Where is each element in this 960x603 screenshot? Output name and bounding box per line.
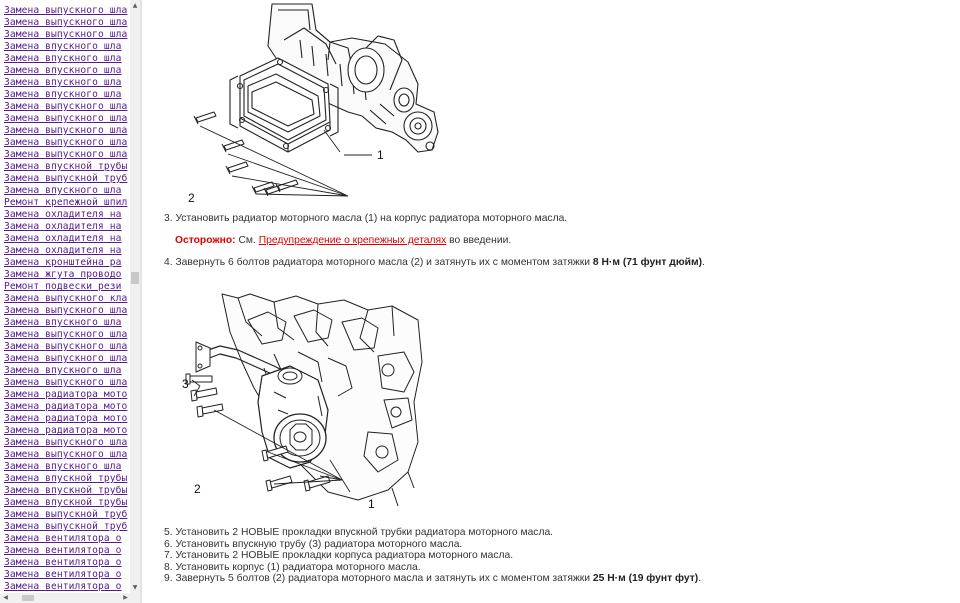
nav-link[interactable]: Замена кронштейна ра: [4, 257, 122, 268]
nav-link[interactable]: Замена радиатора мото: [4, 401, 128, 412]
nav-link[interactable]: Замена выпускного шла: [4, 329, 128, 340]
nav-link[interactable]: Замена впускного шла: [4, 461, 122, 472]
nav-link[interactable]: Замена охладителя на: [4, 245, 122, 256]
nav-link[interactable]: Замена выпускного шла: [4, 437, 128, 448]
nav-link[interactable]: Замена охладителя на: [4, 221, 122, 232]
oil-cooler-figure-2: [178, 292, 426, 510]
nav-link[interactable]: Ремонт подвески рези: [4, 281, 122, 292]
fastener-warning-link[interactable]: Предупреждение о крепежных деталях: [258, 235, 447, 246]
nav-link[interactable]: Замена выпускного шла: [4, 29, 128, 40]
nav-link[interactable]: Замена вентилятора о: [4, 533, 122, 544]
step-9: [164, 573, 701, 584]
nav-link[interactable]: Замена вентилятора о: [4, 569, 122, 580]
nav-link[interactable]: Замена вентилятора о: [4, 557, 122, 568]
nav-link[interactable]: Замена радиатора мото: [4, 413, 128, 424]
nav-link[interactable]: Замена выпускной труб: [4, 509, 128, 520]
nav-link[interactable]: Замена выпускного шла: [4, 449, 128, 460]
nav-link[interactable]: Замена выпускного шла: [4, 137, 128, 148]
step-9-torque: 25 Н·м (19 фунт фут): [592, 573, 699, 584]
step-6: 6. Установить впускную трубу (3) радиатора моторного масла.: [164, 539, 463, 550]
nav-link[interactable]: Замена выпускной труб: [4, 173, 128, 184]
nav-link[interactable]: Замена выпускной труб: [4, 521, 128, 532]
nav-link-list: [4, 5, 129, 593]
nav-link[interactable]: Замена впускной трубы: [4, 473, 128, 484]
figure2-callout-2: 2: [194, 482, 201, 496]
nav-link[interactable]: Замена впускного шла: [4, 89, 122, 100]
scroll-right-arrow-icon[interactable]: ▶: [123, 594, 128, 601]
nav-link[interactable]: Замена охладителя на: [4, 209, 122, 220]
nav-link[interactable]: Замена выпускного шла: [4, 17, 128, 28]
nav-link[interactable]: Замена радиатора мото: [4, 389, 128, 400]
nav-link[interactable]: Замена выпускного шла: [4, 353, 128, 364]
nav-horizontal-scrollbar[interactable]: [0, 593, 140, 603]
nav-link[interactable]: Замена выпускного шла: [4, 101, 128, 112]
scroll-left-arrow-icon[interactable]: ◀: [3, 594, 8, 601]
nav-link[interactable]: Замена выпускного шла: [4, 149, 128, 160]
step-7: 7. Установить 2 НОВЫЕ прокладки корпуса радиатора моторного масла.: [164, 550, 514, 561]
step-4-torque: 8 Н·м (71 фунт дюйм): [592, 257, 703, 268]
step-4: [164, 257, 705, 268]
navigation-frame: [0, 0, 140, 603]
nav-link[interactable]: Замена жгута проводо: [4, 269, 122, 280]
nav-link[interactable]: Замена впускного шла: [4, 65, 122, 76]
nav-link[interactable]: Замена впускной трубы: [4, 161, 128, 172]
nav-link[interactable]: Замена выпускного шла: [4, 305, 128, 316]
nav-link[interactable]: Ремонт крепежной шпил: [4, 197, 128, 208]
figure2-callout-3: 3: [182, 377, 189, 391]
horizontal-scroll-thumb[interactable]: [22, 595, 34, 601]
step-4-text: 4. Завернуть 6 болтов радиатора моторного масла (2) и затянуть их с моментом затяжки: [164, 257, 593, 268]
step-9-end: .: [698, 573, 702, 584]
step-3: 3. Установить радиатор моторного масла (1) на корпус радиатора моторного масла.: [164, 213, 568, 224]
nav-link[interactable]: Замена впускной трубы: [4, 497, 128, 508]
caution-tail-text: во введении.: [446, 235, 512, 246]
nav-vertical-scrollbar[interactable]: [130, 0, 140, 593]
nav-link[interactable]: Замена выпускного шла: [4, 341, 128, 352]
nav-link[interactable]: Замена вентилятора о: [4, 581, 122, 592]
caution-label: Осторожно:: [175, 235, 236, 246]
figure1-callout-2: 2: [188, 191, 195, 205]
caution-see-text: См.: [235, 235, 259, 246]
nav-link[interactable]: Замена впускной трубы: [4, 485, 128, 496]
main-content: [142, 0, 960, 603]
caution-note: [175, 235, 511, 246]
nav-link[interactable]: Замена радиатора мото: [4, 425, 128, 436]
nav-link[interactable]: Замена выпускного шла: [4, 113, 128, 124]
step-8: 8. Установить корпус (1) радиатора моторного масла.: [164, 562, 421, 573]
nav-link[interactable]: Замена выпускного шла: [4, 377, 128, 388]
nav-link[interactable]: Замена выпускного шла: [4, 125, 128, 136]
figure2-callout-1: 1: [368, 497, 375, 511]
nav-link[interactable]: Замена впускного шла: [4, 77, 122, 88]
figure1-callout-1: 1: [377, 148, 384, 162]
oil-cooler-figure-1: [180, 0, 440, 205]
nav-link[interactable]: Замена впускного шла: [4, 185, 122, 196]
nav-link[interactable]: Замена выпускного шла: [4, 5, 128, 16]
nav-link[interactable]: Замена впускного шла: [4, 41, 122, 52]
step-4-end: .: [702, 257, 705, 268]
scroll-down-arrow-icon[interactable]: ▼: [132, 584, 138, 591]
nav-link[interactable]: Замена впускного шла: [4, 317, 122, 328]
step-9-text: 9. Завернуть 5 болтов (2) радиатора моторного масла и затянуть их с моментом затяжки: [164, 573, 593, 584]
nav-link[interactable]: Замена охладителя на: [4, 233, 122, 244]
scroll-up-arrow-icon[interactable]: ▲: [132, 2, 138, 9]
vertical-scroll-thumb[interactable]: [131, 272, 139, 284]
nav-link[interactable]: Замена впускного шла: [4, 365, 122, 376]
nav-link[interactable]: Замена впускного шла: [4, 53, 122, 64]
nav-link[interactable]: Замена выпускного кла: [4, 293, 128, 304]
step-5: 5. Установить 2 НОВЫЕ прокладки впускной трубки радиатора моторного масла.: [164, 527, 554, 538]
nav-link[interactable]: Замена вентилятора о: [4, 545, 122, 556]
